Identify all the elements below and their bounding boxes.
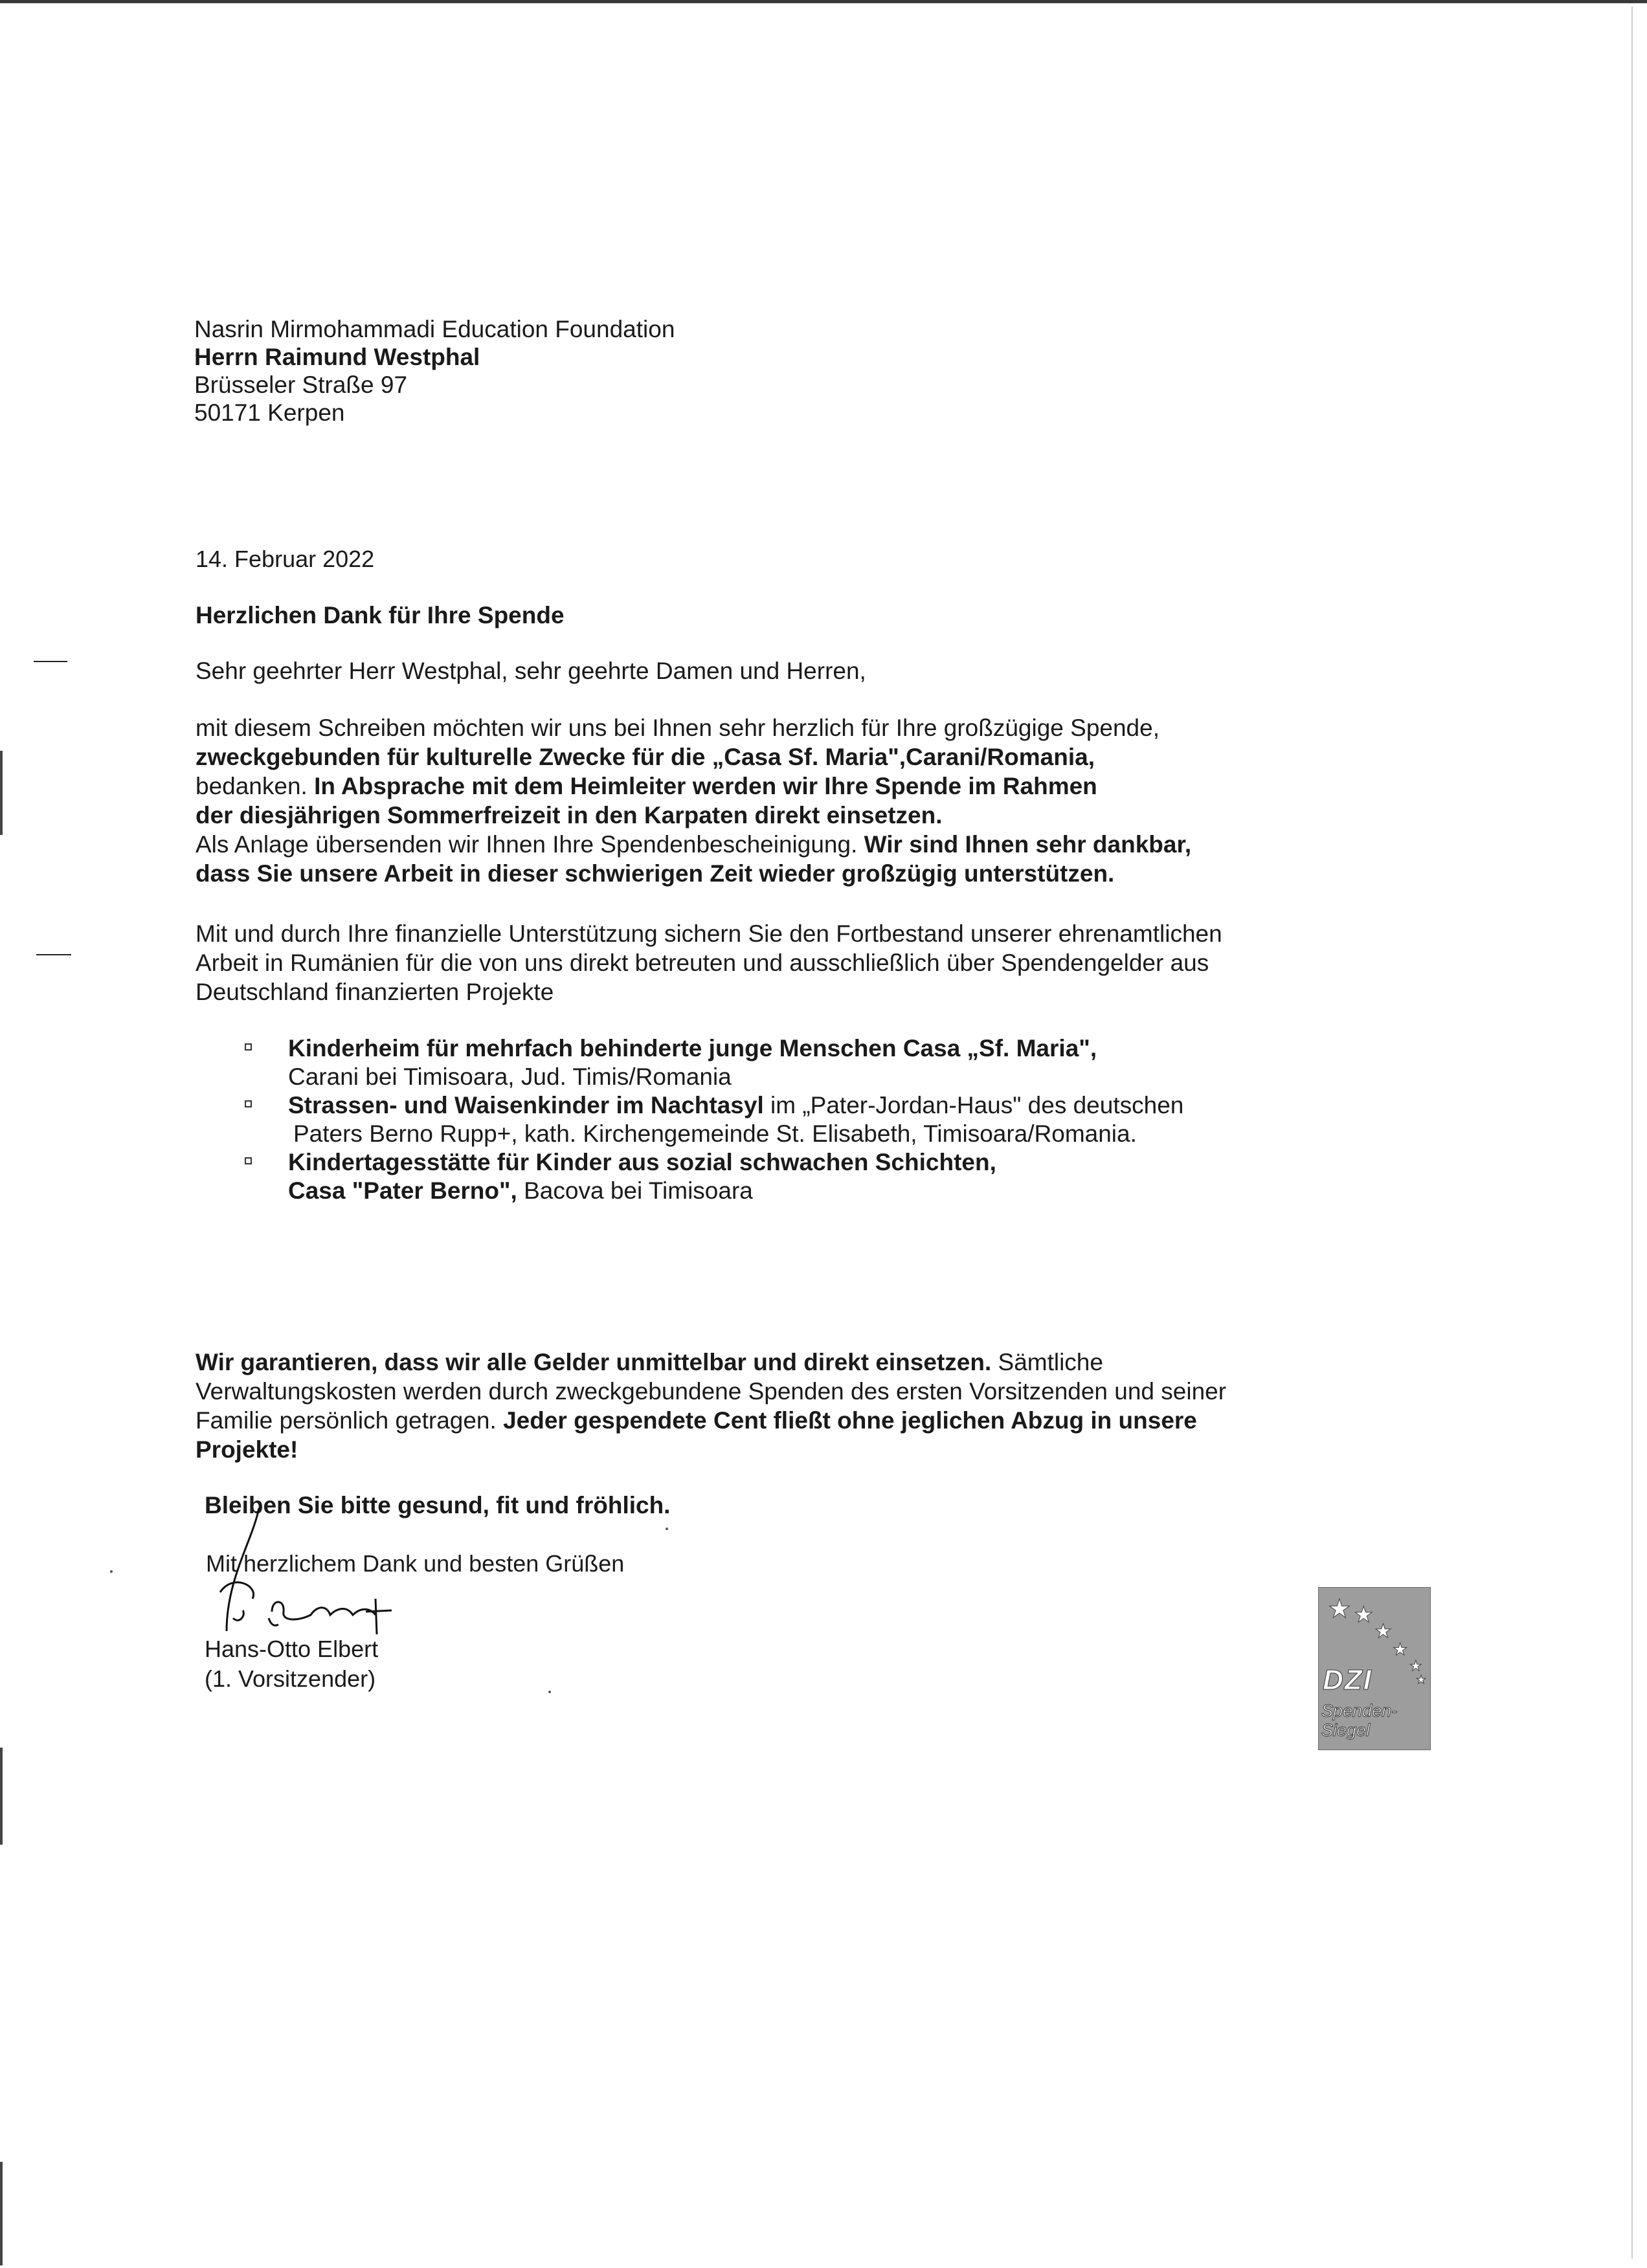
star-icon: ★: [1354, 1603, 1374, 1627]
project-title: Kinderheim für mehrfach behinderte junge Menschen Casa „Sf. Maria",: [288, 1035, 1097, 1062]
paragraph-thanks: [196, 713, 1191, 888]
scan-left-mark: [0, 751, 3, 835]
recipient-street: Brüsseler Straße 97: [194, 372, 408, 398]
scan-speck: [110, 1570, 113, 1573]
recipient-name: Herrn Raimund Westphal: [194, 344, 480, 370]
project-title: Strassen- und Waisenkinder im Nachtasyl: [288, 1092, 764, 1118]
project-title: Kindertagesstätte für Kinder aus sozial schwachen Schichten,: [288, 1149, 996, 1175]
paragraph-text: Sämtliche: [991, 1349, 1103, 1375]
project-list: [245, 1034, 1183, 1205]
paragraph-line: dass Sie unsere Arbeit in dieser schwierigen Zeit wieder großzügig unterstützen.: [196, 860, 1115, 887]
star-icon: ★: [1328, 1595, 1351, 1623]
paragraph-support: [196, 919, 1222, 1006]
scan-left-mark: [0, 2162, 3, 2265]
seal-caption-line: Siegel: [1321, 1720, 1371, 1740]
scan-speck: [666, 1528, 668, 1530]
salutation: Sehr geehrter Herr Westphal, sehr geehrte Damen und Herren,: [196, 658, 866, 684]
project-title: Casa "Pater Berno",: [288, 1177, 517, 1204]
list-item: [245, 1034, 1183, 1091]
paragraph-line: zweckgebunden für kulturelle Zwecke für die „Casa Sf. Maria",Carani/Romania,: [196, 744, 1095, 770]
paragraph-line: Verwaltungskosten werden durch zweckgebundene Spenden des ersten Vorsitzenden und seiner: [196, 1378, 1227, 1405]
letter-subject: Herzlichen Dank für Ihre Spende: [196, 602, 565, 628]
seal-caption: [1321, 1701, 1397, 1740]
paragraph-line: der diesjährigen Sommerfreizeit in den Karpaten direkt einsetzen.: [196, 802, 943, 828]
bullet-icon: [245, 1043, 252, 1051]
recipient-org: Nasrin Mirmohammadi Education Foundation: [194, 316, 675, 342]
scan-top-edge: [0, 0, 1647, 3]
fold-mark: [34, 661, 67, 662]
dzi-donation-seal: [1318, 1587, 1431, 1750]
star-icon: ★: [1393, 1640, 1408, 1659]
paragraph-line: Projekte!: [196, 1436, 298, 1463]
closing-line: Mit herzlichem Dank und besten Grüßen: [206, 1550, 625, 1577]
paragraph-guarantee: [196, 1348, 1226, 1464]
paragraph-text: Familie persönlich getragen.: [196, 1407, 504, 1434]
seal-caption-line: Spenden-: [1321, 1701, 1398, 1720]
project-text: im „Pater-Jordan-Haus" des deutschen: [763, 1092, 1184, 1118]
closing-wish: Bleiben Sie bitte gesund, fit und fröhlich.: [205, 1492, 671, 1518]
signer: [205, 1634, 378, 1694]
star-icon: ★: [1409, 1658, 1422, 1674]
star-icon: ★: [1374, 1621, 1392, 1642]
paragraph-text-bold: Wir garantieren, dass wir alle Gelder unmittelbar und direkt einsetzen.: [196, 1349, 992, 1375]
paragraph-line: Deutschland finanzierten Projekte: [196, 979, 554, 1005]
project-text: Bacova bei Timisoara: [517, 1177, 753, 1204]
paragraph-text: bedanken.: [196, 773, 308, 799]
paragraph-line: Arbeit in Rumänien für die von uns direkt betreuten und ausschließlich über Spendengelder aus: [196, 950, 1209, 976]
bullet-icon: [245, 1100, 252, 1107]
paragraph-text-bold: Jeder gespendete Cent fließt ohne jeglichen Abzug in unsere: [503, 1407, 1197, 1434]
bullet-icon: [245, 1157, 252, 1164]
signer-name: Hans-Otto Elbert: [205, 1636, 379, 1662]
scan-speck: [548, 1691, 551, 1693]
paragraph-line: Mit und durch Ihre finanzielle Unterstützung sichern Sie den Fortbestand unserer ehrenamtlichen: [196, 920, 1222, 947]
letter-date: 14. Februar 2022: [196, 546, 375, 572]
punch-mark: [36, 954, 71, 955]
recipient-city: 50171 Kerpen: [194, 399, 345, 426]
list-item: [245, 1091, 1183, 1148]
signer-role: (1. Vorsitzender): [205, 1665, 376, 1692]
project-text: Paters Berno Rupp+, kath. Kirchengemeinde St. Elisabeth, Timisoara/Romania.: [293, 1120, 1137, 1147]
paragraph-text-bold: In Absprache mit dem Heimleiter werden wir Ihre Spende im Rahmen: [314, 773, 1097, 799]
paragraph-text: Als Anlage übersenden wir Ihnen Ihre Spendenbescheinigung.: [196, 831, 858, 858]
seal-logo-text: DZI: [1323, 1664, 1372, 1696]
list-item: [245, 1148, 1183, 1205]
paragraph-line: mit diesem Schreiben möchten wir uns bei Ihnen sehr herzlich für Ihre großzügige Spende,: [196, 715, 1160, 741]
star-icon: ★: [1416, 1673, 1427, 1686]
paragraph-text-bold: Wir sind Ihnen sehr dankbar,: [864, 831, 1192, 858]
scan-right-edge: [1631, 6, 1633, 2259]
scan-left-mark: [0, 1748, 3, 1845]
recipient-address: [194, 315, 675, 427]
project-text: Carani bei Timisoara, Jud. Timis/Romania: [288, 1063, 732, 1090]
